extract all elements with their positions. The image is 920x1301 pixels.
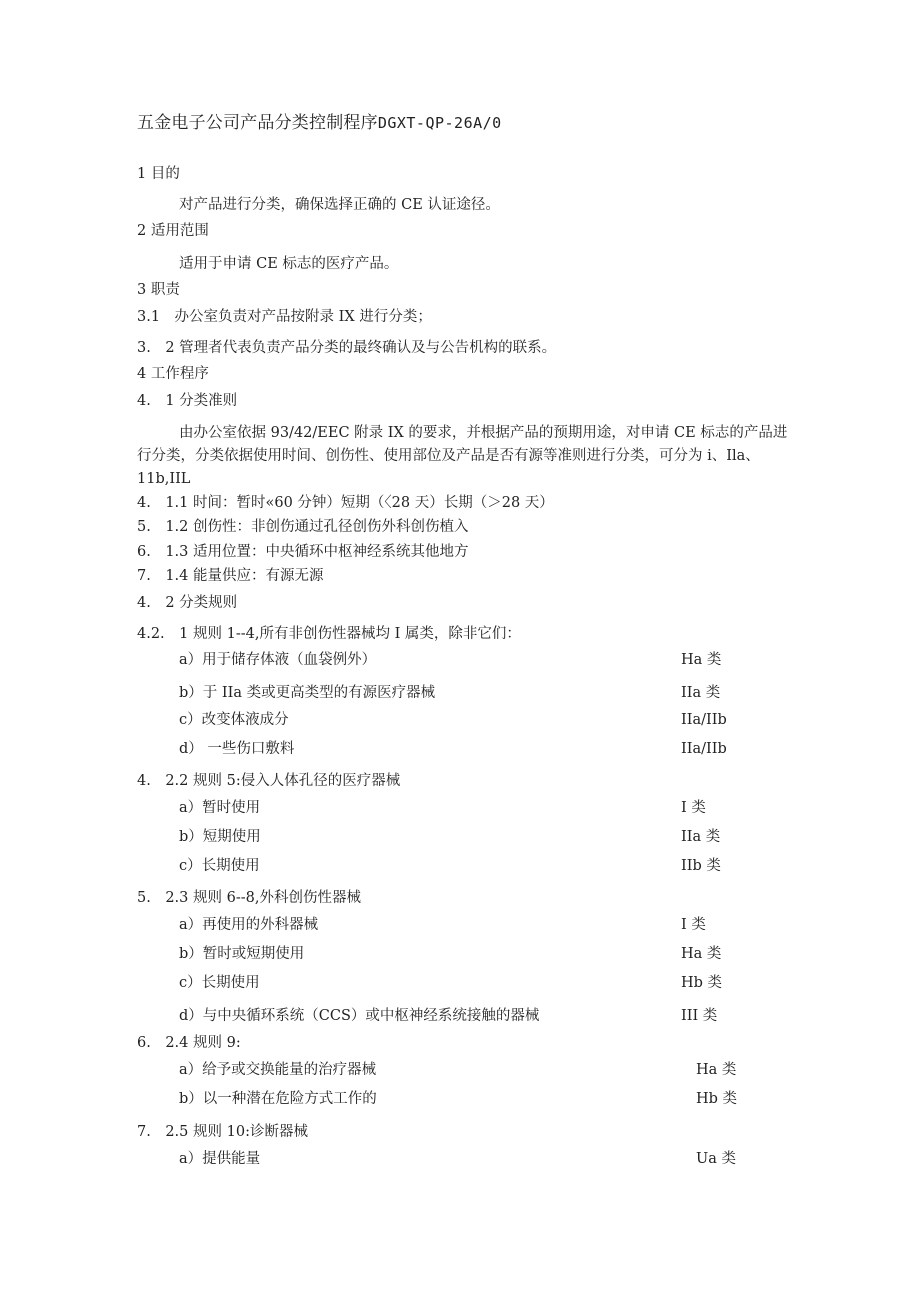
rule-item-class: I 类 <box>681 917 706 933</box>
rule-item-class: IIa 类 <box>681 685 721 701</box>
section-3-2: 3. 2 管理者代表负责产品分类的最终确认及与公告机构的联系。 <box>137 340 557 356</box>
rule-5-heading: 4. 2.2 规则 5:侵入人体孔径的医疗器械 <box>137 773 401 789</box>
rule-item-class: Ha 类 <box>681 652 722 668</box>
paragraph-line-1: 由办公室依据 93/42/EEC 附录 IX 的要求，并根据产品的预期用途，对申请 CE 标志的产品进 <box>179 425 788 441</box>
document-code: DGXT-QP-26A/0 <box>377 114 502 132</box>
section-2-body: 适用于申请 CE 标志的医疗产品。 <box>179 256 399 272</box>
rule-6-8-heading: 5. 2.3 规则 6--8,外科创伤性器械 <box>137 890 361 906</box>
rule-item-class: IIa/IIb <box>681 741 727 757</box>
rule-item: b）短期使用 <box>179 829 261 845</box>
rule-item: a）给予或交换能量的治疗器械 <box>179 1062 377 1078</box>
section-3-1: 3.1 办公室负责对产品按附录 IX 进行分类； <box>137 309 432 325</box>
rule-item: b）暂时或短期使用 <box>179 946 305 962</box>
rule-item: a）提供能量 <box>179 1151 261 1167</box>
section-4-2-heading: 4. 2 分类规则 <box>137 595 238 611</box>
rule-item: a）再使用的外科器械 <box>179 917 319 933</box>
rule-item: d） 一些伤口敷料 <box>179 741 295 757</box>
section-1-body: 对产品进行分类，确保选择正确的 CE 认证途径。 <box>179 197 500 213</box>
rule-item: c）长期使用 <box>179 858 260 874</box>
rule-item-class: I 类 <box>681 800 706 816</box>
rule-item: b）于 IIa 类或更高类型的有源医疗器械 <box>179 685 436 701</box>
page-title <box>137 114 502 132</box>
title-text: 五金电子公司产品分类控制程序 <box>137 113 378 133</box>
section-3-heading: 3 职责 <box>137 282 180 298</box>
section-2-heading: 2 适用范围 <box>137 223 209 239</box>
rule-item: b）以一种潜在危险方式工作的 <box>179 1091 377 1107</box>
rule-item: a）暂时使用 <box>179 800 261 816</box>
rule-item-class: III 类 <box>681 1008 718 1024</box>
rule-9-heading: 6. 2.4 规则 9: <box>137 1035 241 1051</box>
rule-item-class: IIb 类 <box>681 858 721 874</box>
criteria-energy: 7. 1.4 能量供应：有源无源 <box>137 568 324 584</box>
section-4-1-heading: 4. 1 分类准则 <box>137 393 238 409</box>
rule-item: a）用于储存体液（血袋例外） <box>179 652 377 668</box>
criteria-invasiveness: 5. 1.2 创伤性：非创伤通过孔径创伤外科创伤植入 <box>137 519 469 535</box>
rule-item-class: Ua 类 <box>696 1151 736 1167</box>
rule-item-class: IIa/IIb <box>681 712 727 728</box>
paragraph-line-3: 11b,IIL <box>137 471 191 487</box>
rule-item: c）长期使用 <box>179 975 260 991</box>
rule-10-heading: 7. 2.5 规则 10:诊断器械 <box>137 1124 308 1140</box>
rule-item: d）与中央循环系统（CCS）或中枢神经系统接触的器械 <box>179 1008 540 1024</box>
section-4-heading: 4 工作程序 <box>137 366 209 382</box>
criteria-time: 4. 1.1 时间：暂时«60 分钟）短期（〈28 天）长期（＞28 天） <box>137 495 554 511</box>
rule-item-class: Hb 类 <box>696 1091 738 1107</box>
section-1-heading: 1 目的 <box>137 166 180 182</box>
criteria-location: 6. 1.3 适用位置：中央循环中枢神经系统其他地方 <box>137 544 469 560</box>
rule-item-class: IIa 类 <box>681 829 721 845</box>
rule-item-class: Ha 类 <box>696 1062 737 1078</box>
paragraph-line-2: 行分类，分类依据使用时间、创伤性、使用部位及产品是否有源等准则进行分类，可分为 i、Ila、 <box>137 448 760 464</box>
rule-item-class: Ha 类 <box>681 946 722 962</box>
rule-item: c）改变体液成分 <box>179 712 289 728</box>
rule-1-4-heading: 4.2. 1 规则 1--4,所有非创伤性器械均 I 属类，除非它们： <box>137 626 521 642</box>
rule-item-class: Hb 类 <box>681 975 723 991</box>
